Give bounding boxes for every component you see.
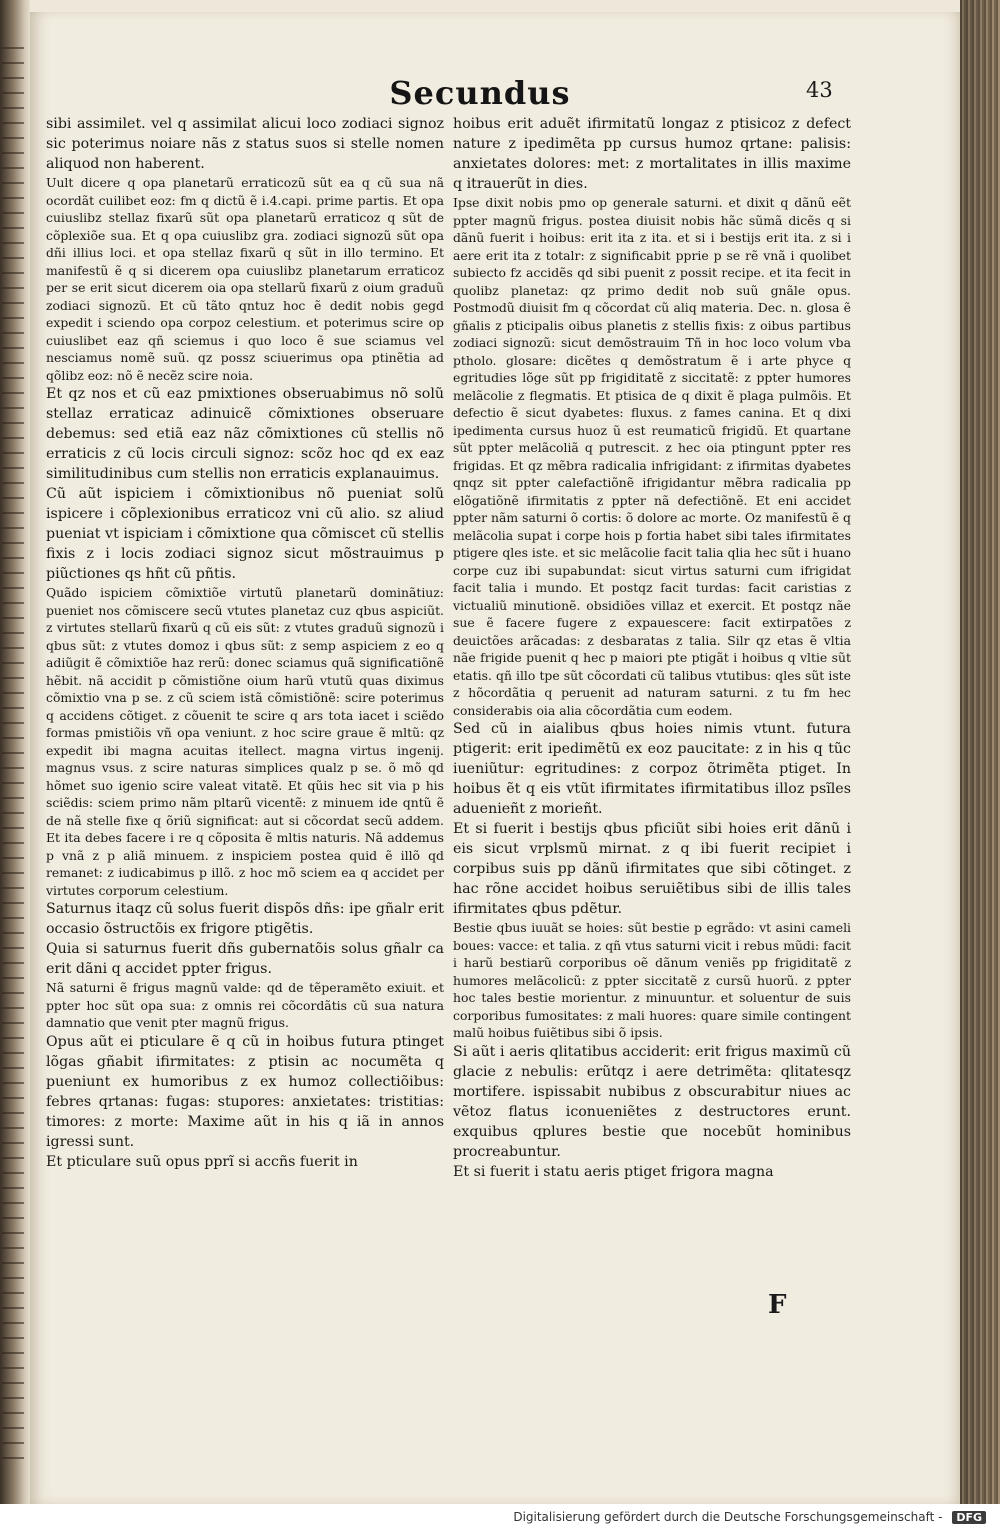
funding-notice-text: Digitalisierung gefördert durch die Deutsche Forschungsgemeinschaft - bbox=[513, 1510, 943, 1524]
left-column bbox=[46, 114, 444, 1316]
footer-bar bbox=[0, 1504, 1000, 1531]
left-column-paragraph: Saturnus itaqz cũ solus fuerit dispõs dñs: ipe gñalr erit occasio õstructõis ex frigore ptigẽtis. bbox=[46, 901, 444, 937]
left-column-paragraph: Nã saturni ẽ frigus magnũ valde: qd de tẽperamẽto exiuit. et ppter hoc sũt opa sua: z omnis rei cõcordãtis cũ sua natura damnatio que venit pter magnũ frigus. bbox=[46, 980, 444, 1030]
right-column-paragraph: Sed cũ in aialibus qbus hoies nimis vtunt. futura ptigerit: erit ipedimẽtũ ex eoz paucitate: z in his q tũc iueniũtur: egritudines: z corpoz õtrimẽta ptiget. In hoibus ẽt q eis vtũt ifirmitates ifirmitatibus illoz psĩles aduenieñt z morieñt. bbox=[453, 721, 851, 817]
left-column-paragraph: sibi assimilet. vel q assimilat alicui loco zodiaci signoz sic poterimus noiare nãs z status suos si stelle nomen aliquod non haberent. bbox=[46, 116, 444, 172]
left-column-paragraph: Cũ aũt ispiciem i cõmixtionibus nõ pueniat solũ ispicere i cõplexionibus erraticoz vni cũ alio. sz aliud pueniat vt ispiciam i cõmixtione qua cõmiscet cũ stellis fixis z i locis zodiaci signoz sicut mõstrauimus p piũctiones qs hñt cũ pñtis. bbox=[46, 486, 444, 582]
right-column-paragraph: Bestie qbus iuuãt se hoies: sũt bestie p egrãdo: vt asini cameli boues: vacce: et talia. z qñ vtus saturni vicit i rebus mũdi: facit i harũ bestiarũ corporibus oẽ dãnum veniẽs pp frigiditatẽ z humores melãcolicũ: z ppter siccitatẽ z cursũ huorũ. z ppter hoc tales bestie morientur. z minuuntur. et soluentur de suis corporibus fumositates: z mali huores: quare simile contingent malũ hoibus fuiẽtibus sibi õ ipsis. bbox=[453, 920, 851, 1040]
left-column-paragraph: Et qz nos et cũ eaz pmixtiones obseruabimus nõ solũ stellaz erraticaz adinuicẽ cõmixtiones obseruare debemus: sed etiã eaz nãz cõmixtiones cũ stellis nõ erraticis z cũ locis circuli signoz: scõz hoc qd ex eaz similitudinibus cum stellis non erraticis explanauimus. bbox=[46, 386, 444, 482]
right-column-paragraph: Ipse dixit nobis pmo op generale saturni. et dixit q dãnũ eẽt ppter magnũ frigus. postea diuisit nobis hãc sũmã dicẽs q si dãnũ fuerit i hoibus: erit ita z ita. et si i bestijs erit ita. z si i aere erit ita z totalr: z significabit pprie p se rẽ vnã i quolibet subiecto fz accidẽs qd sibi puenit z possit recipe. et ita fecit in quolibz planetaz: qz primo dedit nob suũ gnãle opus. Postmodũ diuisit fm q cõcordat cũ aliq materia. Dec. n. glosa ẽ gñalis z pticipalis oibus planetis z stellis fixis: z oibus partibus zodiaci signozũ: sicut demõstrauim Tñ in hoc loco volum vba ptholo. glosare: dicẽtes q demõstratum ẽ i arte phyce q egritudies lõge sũt pp frigiditatẽ z siccitatẽ: z ppter humores melãcolie z flegmatis. Et ptisica de q dixit ẽ plaga pulmõis. Et defectio ẽ sicut dyabetes: fluxus. z fames canina. Et q dixi ipedimenta cursus huoz ũ est reumaticũ frigidũ. Et quartane sũt ppter melãcoliã q putrescit. z hec oia ptingunt ppter res frigidas. Et qz mẽbra radicalia infrigidant: z ifirmitas dyabetes qnqz sit ppter calefactiõnẽ ifrigidantur mẽbra radicalia pp elõgatiõnẽ ifirmitatis z ppter nã defectiõnẽ. Et eni accidet ppter nãm saturni õ cortis: õ dolore ac morte. Oz manifestũ ẽ q melãcolia supat i corpe hois p fortia habet sibi tales ifirmitates ptigere qles iste. et sic melãcolie facit talia qlia hec sũt i huano corpe cuz ibi supabundat: sicut virtus saturni cum ifrigidat facit talia i mundo. Et postqz facit turdas: facit caristias z victualiũ minutionẽ. obsidiões villaz et exercit. Et postqz nãe sue ẽ facere fugere z expauescere: facit extirpatões z deuictões arãcadas: z desbaratas z talia. Silr qz etas ẽ vltia nãe frigide puenit q hec p maiori pte ptigãt i hoibus q vltie sũt etatis. qñ illo tpe sũt cõcordati cũ talibus vtutibus: qles sũt iste z hõcordãtia q peruenit ad naturam saturni. z tu fm hec considerabis oia alia cõcordãtia cum eodem. bbox=[453, 195, 851, 718]
right-column-paragraph: Et si fuerit i statu aeris ptiget frigora magna bbox=[453, 1163, 774, 1180]
running-head: Secundus bbox=[389, 74, 571, 112]
page-stack-shadow bbox=[960, 0, 1000, 1504]
previous-page-text-strip bbox=[2, 40, 24, 1460]
left-column-paragraph: Quãdo ispiciem cõmixtiõe virtutũ planetarũ dominãtiuz: pueniet nos cõmiscere secũ vtutes planetaz cuz qbus aspiciũt. z virtutes stellarũ fixarũ q cũ eis sũt: z vtutes graduũ signozũ i qbus sũt: z vtutes domoz i qbus sũt: z semp aspiciem z eo q adiũgit ẽ cõmixtiõe haz rerũ: donec sciamus quã significatiõnẽ hẽbit. nã accidit p cõmistiõne oium harũ vtutũ quas diximus cõmixtio vna p se. z cũ sciem istã cõmistiõnẽ: scire poterimus q accidens cõtiget. z cõuenit te scire q ars tota iacet i sciẽdo formas pmistiõis vñ opa veniunt. z hoc scire graue ẽ mltũ: qz expedit ibi magna acuitas itellect. magna virtus ingenij. magnus vsus. z scire naturas simplices qualz p se. õ mõ qd hõmet suo igenio scire valeat vitatẽ. Et qũis hec sit via p his sciẽdis: sciem primo nãm pltarũ vicentẽ: z minuem ide qntũ ẽ de nã stelle fixe q õriũ significat: aut si cõcordat secũ addem. Et ita debes facere i re q cõposita ẽ mltis naturis. Nã addemus p vnã z p aliã minuem. z inspiciem postea quid ẽ illõ qd remanet: z iudicabimus p illõ. z hoc mõ sciem ea q accidet per virtutes corporum celestium. bbox=[46, 585, 444, 898]
right-column-paragraph: hoibus erit aduẽt ifirmitatũ longaz z ptisicoz z defect nature z ipedimẽta pp cursus humoz qrtane: palisis: anxietates dolores: met: z mortalitates in illis maxime q itrauerũt in dies. bbox=[453, 116, 851, 192]
right-column-paragraph: Et si fuerit i bestijs qbus pficiũt sibi hoies erit dãnũ i eis sicut vrplsmũ mirnat. z q ibi fuerit recipiet i corpibus suis pp dãnũ ifirmitates que sibi cõtinget. z hac rõne accidet hoibus seruiẽtibus sibi de illis tales ifirmitates qbus pdẽtur. bbox=[453, 821, 851, 917]
left-column-paragraph: Opus aũt ei pticulare ẽ q cũ in hoibus futura ptinget lõgas gñabit ifirmitates: z ptisin ac nocumẽta q pueniunt ex humoribus z ex humoz collectiõibus: febres qrtanas: fugas: stupores: anxietates: tristitias: timores: z morte: Maxime aũt in his q iã in annos igressi sunt. bbox=[46, 1033, 444, 1150]
left-column-paragraph: Quia si saturnus fuerit dñs gubernatõis solus gñalr ca erit dãni q accidet ppter frigus. bbox=[46, 941, 444, 977]
funding-notice bbox=[513, 1510, 986, 1524]
right-column bbox=[453, 114, 851, 1316]
folio-number: 43 bbox=[806, 78, 833, 102]
right-column-paragraph: Si aũt i aeris qlitatibus acciderit: erit frigus maximũ cũ glacie z nebulis: erũtqz i aere detrimẽta: qlitatesqz mortifere. ispissabit nubibus z obscurabitur niues ac vẽtoz flatus iconueniẽtes z destructores erunt. exquibus qplures bestie que nocebũt hominibus procreabuntur. bbox=[453, 1043, 851, 1160]
left-column-paragraph: Uult dicere q opa planetarũ erraticozũ sũt ea q cũ sua nã ocordãt cuilibet eoz: fm q dictũ ẽ i.4.capi. prime partis. Et opa cuiuslibz stellaz fixarũ sũt opa planetarũ erraticoz q sũt de cõplexiõe sua. Et q opa cuiuslibz gra. zodiaci signozũ sũt opa dñi illius loci. et opa stellaz fixarũ q sũt in illo termino. Et manifestũ ẽ q si dicerem opa cuiuslibz planetarum erraticoz per se erit sicut dicerem oia opa stellarũ fixarũ z oium graduũ zodiaci signozũ. Et cũ tãto qntuz hoc ẽ dedit nobis gegd expedit i sciendo opa corpoz celestium. et poterimus scire op cuiuslibet eaz qñ sciemus i quo loco ẽ sue sciamus vel nesciamus nomẽ suũ. qz possz sciuerimus opa ptinẽtia ad qõlibz eoz: nõ ẽ necẽz scire noia. bbox=[46, 175, 444, 383]
left-column-paragraph: Et pticulare suũ opus pprĩ si accñs fuerit in bbox=[46, 1153, 358, 1170]
dfg-logo: DFG bbox=[952, 1511, 986, 1524]
catchword: F bbox=[768, 1290, 787, 1320]
